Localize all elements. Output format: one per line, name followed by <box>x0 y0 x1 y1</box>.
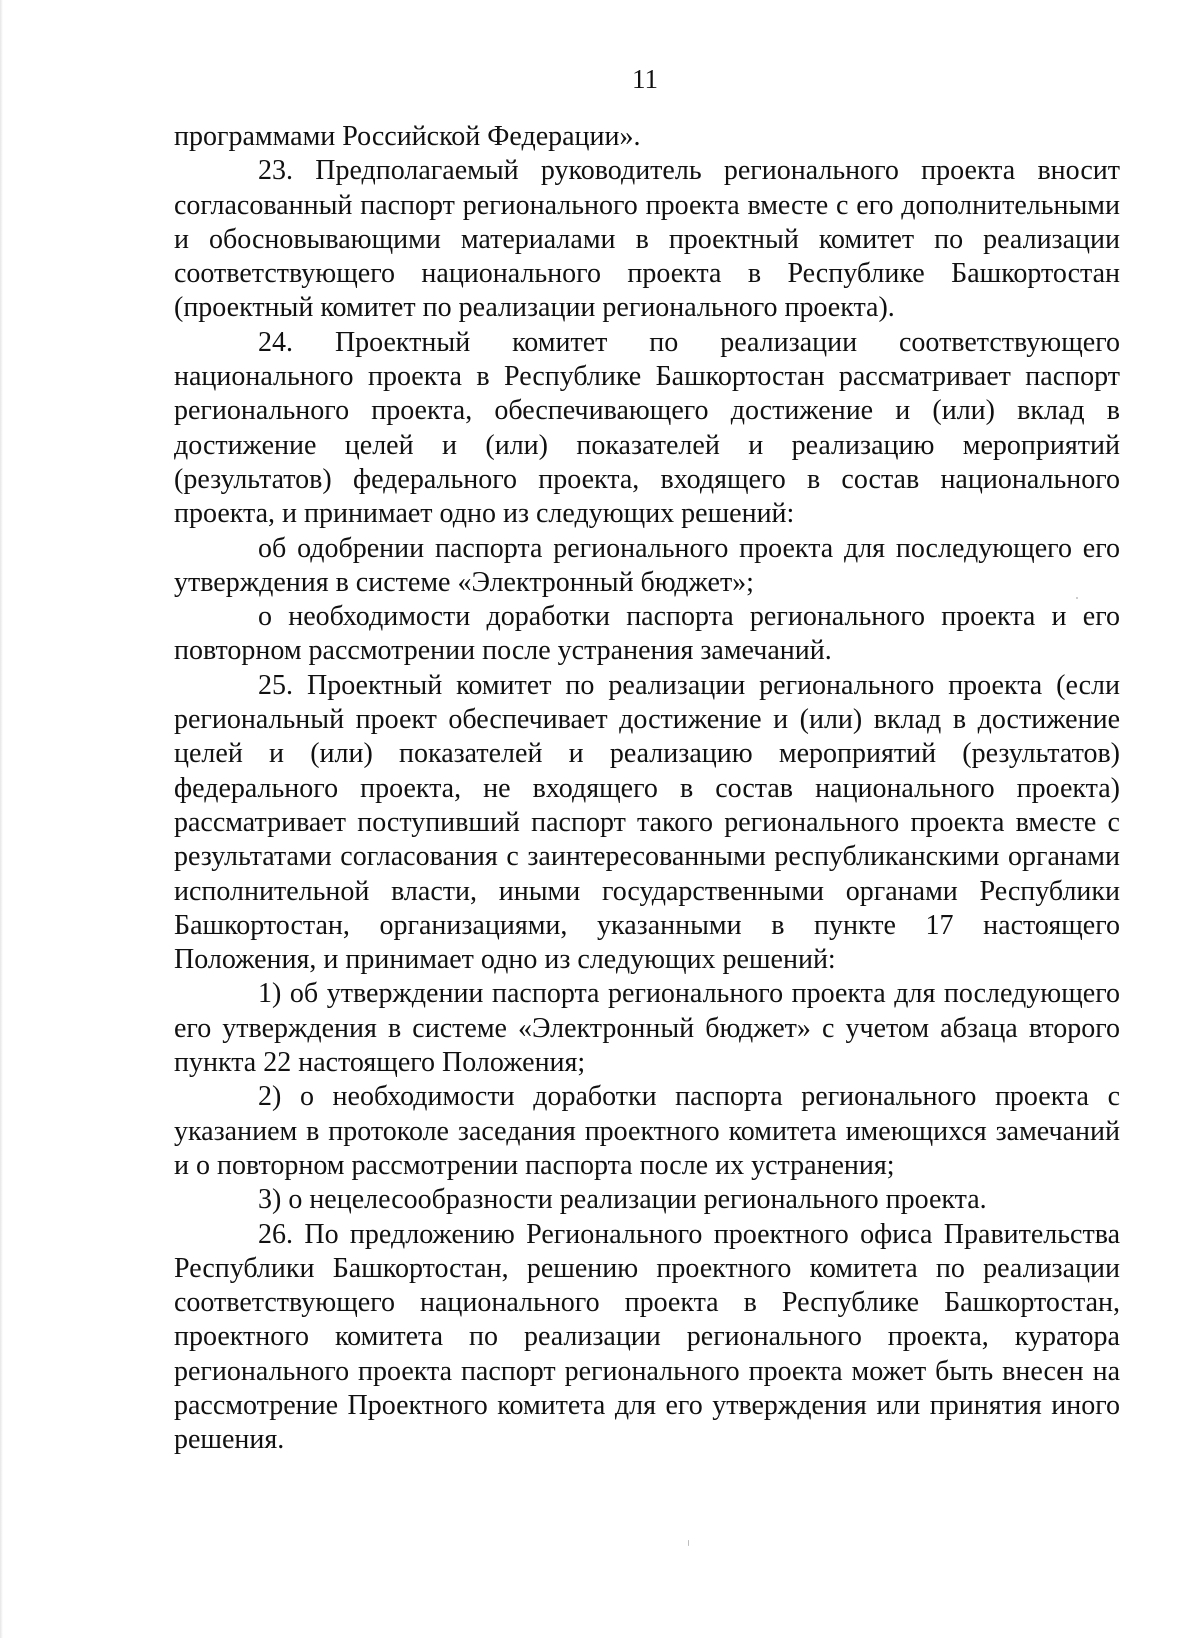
paragraph-item-24: 24. Проектный комитет по реализации соответствующего национального проекта в Республике Башкортостан рассматривает паспорт регионального проекта, обеспечивающего достижение и (или) вклад в достижение целей и (или) показателей и реализацию мероприятий (результатов) федерального проекта, входящего в состав национального проекта, и принимает одно из следующих решений: <box>174 326 1120 530</box>
paragraph-subitem-3: 3) о нецелесообразности реализации регионального проекта. <box>258 1184 987 1216</box>
page-number: 11 <box>632 64 658 94</box>
paragraph-subitem-2: 2) о необходимости доработки паспорта регионального проекта с указанием в протоколе заседания проектного комитета имеющихся замечаний и о повторном рассмотрении паспорта после их устранения; <box>174 1081 1120 1181</box>
scan-edge-shadow <box>0 0 3 1638</box>
paragraph-continuation: программами Российской Федерации». <box>174 121 641 152</box>
paragraph-subitem-1: 1) об утверждении паспорта регионального проекта для последующего его утверждения в системе «Электронный бюджет» с учетом абзаца второго пункта 22 настоящего Положения; <box>174 978 1120 1079</box>
scan-speck <box>688 1540 689 1546</box>
paragraph-item-26: 26. По предложению Регионального проектного офиса Правительства Республики Башкортостан, решению проектного комитета по реализации соответствующего национального проекта в Республике Башкортостан, проектного комитета по реализации регионального проекта, куратора регионального проекта паспорт регионального проекта может быть внесен на рассмотрение Проектного комитета для его утверждения или принятия иного решения. <box>174 1218 1120 1456</box>
paragraph-item-25: 25. Проектный комитет по реализации регионального проекта (если региональный проект обеспечивает достижение и (или) вклад в достижение целей и (или) показателей и реализацию мероприятий (результатов) федерального проекта, не входящего в состав национального проекта) рассматривает поступивший паспорт такого регионального проекта вместе с результатами согласования с заинтересованными республиканскими органами исполнительной власти, иными государственными органами Республики Башкортостан, организациями, указанными в пункте 17 настоящего Положения, и принимает одно из следующих решений: <box>174 669 1120 976</box>
scan-speck <box>1076 597 1078 599</box>
document-body <box>174 120 1120 1458</box>
paragraph-decision-approve: об одобрении паспорта регионального проекта для последующего его утверждения в системе «Электронный бюджет»; <box>174 532 1120 598</box>
paragraph-decision-revise: о необходимости доработки паспорта регионального проекта и его повторном рассмотрении после устранения замечаний. <box>174 601 1120 667</box>
paragraph-item-23: 23. Предполагаемый руководитель регионального проекта вносит согласованный паспорт регионального проекта вместе с его дополнительными и обосновывающими материалами в проектный комитет по реализации соответствующего национального проекта в Республике Башкортостан (проектный комитет по реализации регионального проекта). <box>174 155 1120 324</box>
